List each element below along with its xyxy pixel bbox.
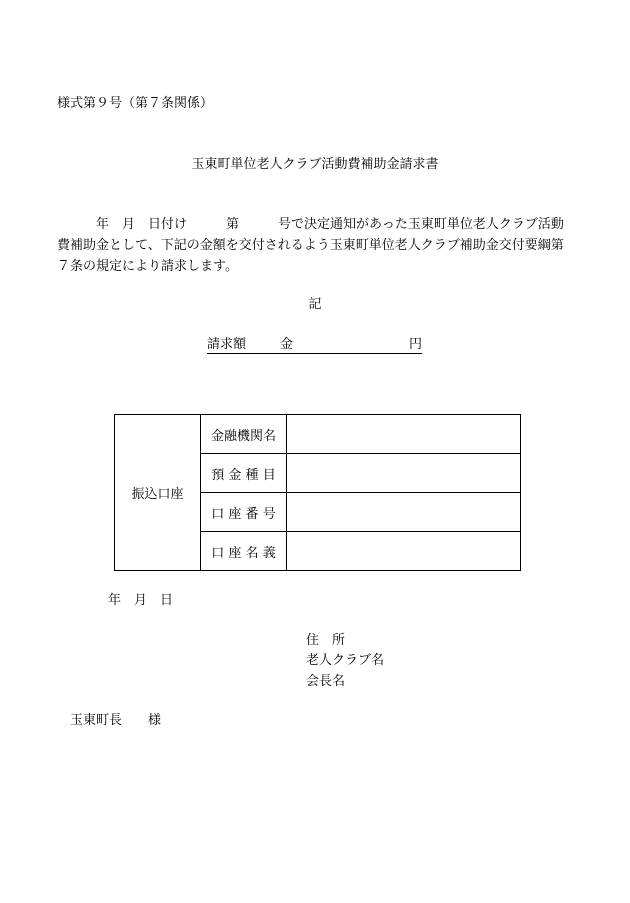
- account-holder-label: 口 座 名 義: [201, 532, 287, 571]
- amount-label: 請求額: [207, 337, 247, 352]
- ki-heading: 記: [308, 297, 322, 312]
- body-text-line-3: ７条の規定により請求します。: [57, 259, 238, 274]
- account-holder-field[interactable]: [287, 532, 521, 571]
- account-number-field[interactable]: [287, 493, 521, 532]
- bank-name-label: 金融機関名: [201, 415, 287, 454]
- deposit-type-field[interactable]: [287, 454, 521, 493]
- bank-account-table: [114, 414, 521, 571]
- account-number-label: 口 座 番 号: [201, 493, 287, 532]
- amount-kin: 金: [280, 337, 294, 352]
- bank-name-field[interactable]: [287, 415, 521, 454]
- table-row: [115, 415, 521, 454]
- president-label: 会長名: [306, 674, 346, 689]
- deposit-type-label: 預 金 種 目: [201, 454, 287, 493]
- form-number: 様式第９号（第７条関係）: [57, 96, 214, 111]
- addressee: 玉東町長 様: [70, 713, 162, 728]
- body-text-line-1: 年 月 日付け 第 号で決定通知があった玉東町単位老人クラブ活動: [57, 217, 564, 232]
- date-line: 年 月 日: [108, 593, 174, 608]
- address-label: 住 所: [306, 633, 346, 648]
- club-name-label: 老人クラブ名: [306, 653, 385, 668]
- account-group-label: 振込口座: [115, 415, 201, 571]
- document-title: 玉東町単位老人クラブ活動費補助金請求書: [191, 157, 439, 172]
- amount-yen: 円: [408, 337, 422, 352]
- body-text-line-2: 費補助金として、下記の金額を交付されるよう玉東町単位老人クラブ補助金交付要綱第: [57, 238, 564, 253]
- amount-line: [207, 338, 422, 354]
